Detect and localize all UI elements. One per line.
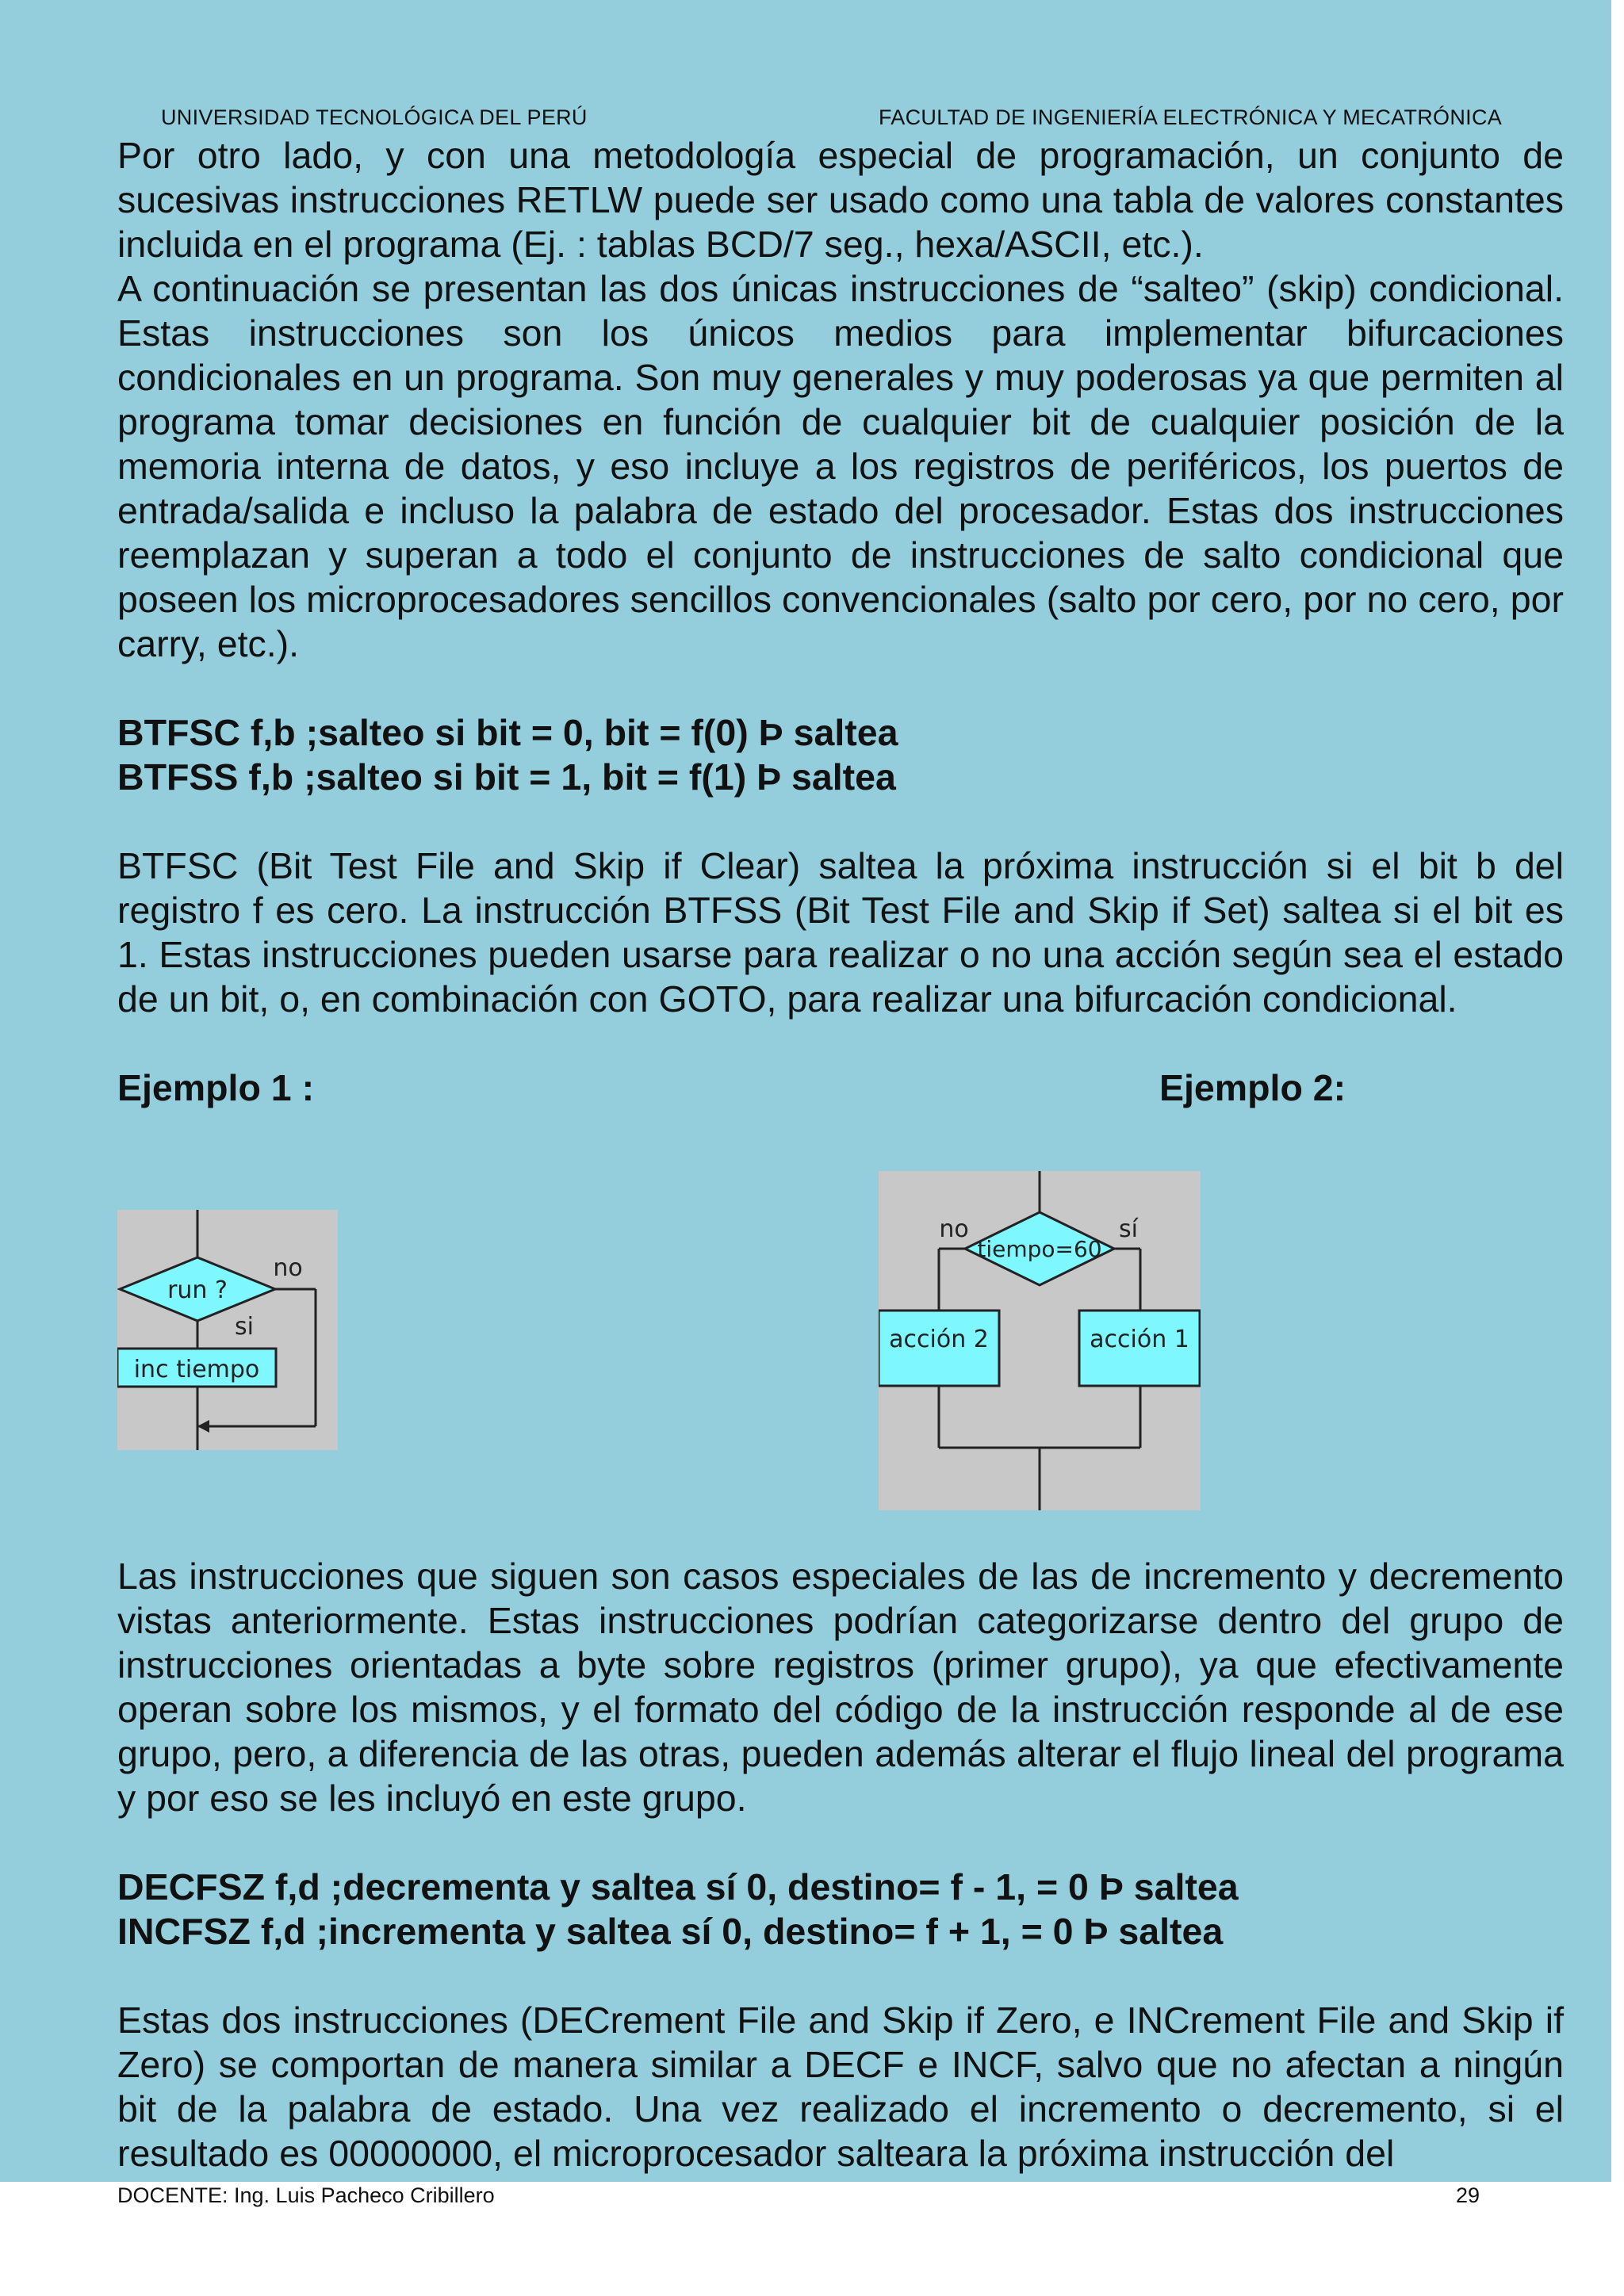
paragraph-retlw: Por otro lado, y con una metodología especial de programación, un conjunto de sucesivas instrucciones RETLW puede ser usado como una tabla de valores constantes incluida en el programa (Ej. : tablas BCD/7 seg., hexa/ASCII, etc.).	[117, 135, 1564, 265]
instruction-decfsz: DECFSZ f,d ;decrementa y saltea sí 0, destino= f - 1, = 0 Þ saltea	[117, 1866, 1239, 1908]
decision-text: tiempo=60	[977, 1236, 1102, 1262]
paragraph-special-cases: Las instrucciones que siguen son casos especiales de las de incremento y decremento vistas anteriormente. Estas instrucciones podrían categorizarse dentro del grupo de instrucciones orientadas a byte sobre registros (primer grupo), ya que efectivamente operan sobre los mismos, y el formato del código de la instrucción responde al de ese grupo, pero, a diferencia de las otras, pueden además alterar el flujo lineal del programa y por eso se les incluyó en este grupo.	[117, 1556, 1564, 1819]
arrowhead-icon	[197, 1420, 209, 1433]
decision-text: run ?	[167, 1276, 228, 1304]
zero-skip-instructions	[117, 1865, 1564, 1954]
instruction-btfss: BTFSS f,b ;salteo si bit = 1, bit = f(1) Þ saltea	[117, 756, 896, 798]
header-faculty: FACULTAD DE INGENIERÍA ELECTRÓNICA Y MECATRÓNICA	[879, 105, 1503, 129]
text-block-btfsc	[117, 844, 1564, 1021]
paragraph-decfsz-description: Estas dos instrucciones (DECrement File and Skip if Zero, e INCrement File and Skip if Zero) se comportan de manera similar a DECF e INCF, salvo que no afectan a ningún bit de la palabra de estado. Una vez realizado el incremento o decremento, si el resultado es 00000000, el microprocesador salteara la próxima instrucción del	[117, 1999, 1564, 2174]
paragraph-btfsc-description: BTFSC (Bit Test File and Skip if Clear) saltea la próxima instrucción si el bit b del registro f es cero. La instrucción BTFSS (Bit Test File and Skip if Set) saltea si el bit es 1. Estas instrucciones pueden usarse para realizar o no una acción según sea el estado de un bit, o, en combinación con GOTO, para realizar una bifurcación condicional.	[117, 845, 1564, 1020]
page-number: 29	[1456, 2183, 1480, 2207]
si-label: sí	[1119, 1215, 1138, 1243]
action-left-text: acción 2	[889, 1326, 989, 1353]
example-2-label: Ejemplo 2:	[1159, 1067, 1346, 1108]
header-university: UNIVERSIDAD TECNOLÓGICA DEL PERÚ	[161, 105, 588, 129]
flowchart-example-2	[879, 1171, 1201, 1510]
paragraph-skip-intro: A continuación se presentan las dos únicas instrucciones de “salteo” (skip) condicional. Estas instrucciones son los únicos medios para implementar bifurcaciones condicionales en un programa. Son muy generales y muy poderosas ya que permiten al programa tomar decisiones en función de cualquier bit de cualquier posición de la memoria interna de datos, y eso incluye a los registros de periféricos, los puertos de entrada/salida e incluso la palabra de estado del procesador. Estas dos instrucciones reemplazan y superan a todo el conjunto de instrucciones de salto condicional que poseen los microprocesadores sencillos convencionales (salto por cero, por no cero, por carry, etc.).	[117, 268, 1564, 664]
instruction-btfsc: BTFSC f,b ;salteo si bit = 0, bit = f(0) Þ saltea	[117, 712, 898, 753]
no-label: no	[939, 1215, 969, 1243]
text-block-special-cases	[117, 1554, 1564, 1820]
action-text: inc tiempo	[133, 1356, 260, 1383]
action-right-text: acción 1	[1090, 1326, 1189, 1353]
skip-instructions	[117, 710, 1564, 799]
no-label: no	[273, 1254, 303, 1282]
si-label: si	[235, 1313, 254, 1341]
flowchart-example-1	[117, 1210, 338, 1450]
footer-teacher: DOCENTE: Ing. Luis Pacheco Cribillero	[117, 2183, 495, 2207]
instruction-incfsz: INCFSZ f,d ;incrementa y saltea sí 0, destino= f + 1, = 0 Þ saltea	[117, 1911, 1224, 1952]
text-block-intro	[117, 133, 1564, 666]
example-1-label: Ejemplo 1 :	[117, 1067, 315, 1108]
text-block-decfsz	[117, 1998, 1564, 2175]
